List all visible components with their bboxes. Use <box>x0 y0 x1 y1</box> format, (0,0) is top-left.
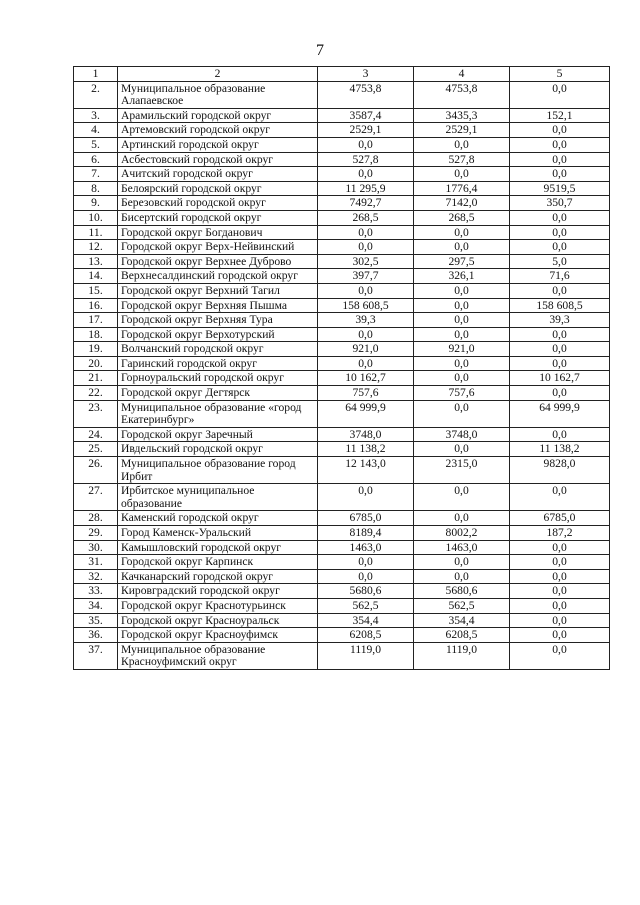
value-col4: 0,0 <box>414 356 510 371</box>
total-value: 2529,1 <box>318 123 414 138</box>
municipality-name: Бисертский городской округ <box>118 210 318 225</box>
value-col5: 0,0 <box>510 240 610 255</box>
total-value: 7492,7 <box>318 196 414 211</box>
row-number: 8. <box>74 181 118 196</box>
row-number: 13. <box>74 254 118 269</box>
value-col4: 1776,4 <box>414 181 510 196</box>
row-number: 3. <box>74 108 118 123</box>
total-value: 268,5 <box>318 210 414 225</box>
municipality-name: Городской округ Верхняя Тура <box>118 313 318 328</box>
total-value: 354,4 <box>318 613 414 628</box>
row-number: 16. <box>74 298 118 313</box>
total-value: 39,3 <box>318 313 414 328</box>
total-value: 3748,0 <box>318 427 414 442</box>
total-value: 1463,0 <box>318 540 414 555</box>
table-row <box>74 371 610 386</box>
municipality-name: Ачитский городской округ <box>118 167 318 182</box>
value-col5: 0,0 <box>510 342 610 357</box>
table-row <box>74 356 610 371</box>
municipality-name: Городской округ Богданович <box>118 225 318 240</box>
row-number: 22. <box>74 386 118 401</box>
total-value: 0,0 <box>318 356 414 371</box>
value-col4: 3435,3 <box>414 108 510 123</box>
row-number: 27. <box>74 484 118 511</box>
municipality-name: Городской округ Красноуральск <box>118 613 318 628</box>
municipality-name: Белоярский городской округ <box>118 181 318 196</box>
value-col4: 0,0 <box>414 484 510 511</box>
municipality-name: Город Каменск-Уральский <box>118 526 318 541</box>
value-col5: 64 999,9 <box>510 400 610 427</box>
total-value: 302,5 <box>318 254 414 269</box>
value-col5: 0,0 <box>510 137 610 152</box>
value-col4: 0,0 <box>414 569 510 584</box>
row-number: 30. <box>74 540 118 555</box>
header-cell-3: 3 <box>318 67 414 82</box>
value-col5: 0,0 <box>510 613 610 628</box>
table-row <box>74 584 610 599</box>
row-number: 35. <box>74 613 118 628</box>
table-row <box>74 386 610 401</box>
table-row <box>74 152 610 167</box>
municipality-name: Артинский городской округ <box>118 137 318 152</box>
municipality-name: Городской округ Верх-Нейвинский <box>118 240 318 255</box>
value-col5: 0,0 <box>510 152 610 167</box>
value-col5: 0,0 <box>510 81 610 108</box>
row-number: 34. <box>74 598 118 613</box>
value-col4: 0,0 <box>414 327 510 342</box>
total-value: 397,7 <box>318 269 414 284</box>
value-col5: 5,0 <box>510 254 610 269</box>
total-value: 0,0 <box>318 569 414 584</box>
value-col5: 0,0 <box>510 584 610 599</box>
table-row <box>74 442 610 457</box>
table-row <box>74 137 610 152</box>
row-number: 2. <box>74 81 118 108</box>
total-value: 11 295,9 <box>318 181 414 196</box>
header-cell-5: 5 <box>510 67 610 82</box>
value-col4: 0,0 <box>414 167 510 182</box>
row-number: 5. <box>74 137 118 152</box>
value-col5: 10 162,7 <box>510 371 610 386</box>
municipality-name: Ирбитское муниципальное образование <box>118 484 318 511</box>
value-col5: 0,0 <box>510 642 610 669</box>
municipality-name: Муниципальное образование «город Екатеринбург» <box>118 400 318 427</box>
value-col4: 326,1 <box>414 269 510 284</box>
row-number: 12. <box>74 240 118 255</box>
table-row <box>74 342 610 357</box>
value-col4: 0,0 <box>414 400 510 427</box>
value-col4: 2529,1 <box>414 123 510 138</box>
total-value: 0,0 <box>318 555 414 570</box>
value-col4: 0,0 <box>414 442 510 457</box>
header-row <box>74 67 610 82</box>
total-value: 0,0 <box>318 225 414 240</box>
value-col5: 71,6 <box>510 269 610 284</box>
municipality-name: Муниципальное образование город Ирбит <box>118 457 318 484</box>
municipality-name: Городской округ Заречный <box>118 427 318 442</box>
value-col5: 0,0 <box>510 386 610 401</box>
total-value: 8189,4 <box>318 526 414 541</box>
total-value: 0,0 <box>318 283 414 298</box>
row-number: 18. <box>74 327 118 342</box>
municipality-name: Горноуральский городской округ <box>118 371 318 386</box>
row-number: 14. <box>74 269 118 284</box>
table-row <box>74 254 610 269</box>
total-value: 64 999,9 <box>318 400 414 427</box>
value-col4: 921,0 <box>414 342 510 357</box>
total-value: 0,0 <box>318 327 414 342</box>
row-number: 31. <box>74 555 118 570</box>
municipality-name: Асбестовский городской округ <box>118 152 318 167</box>
value-col4: 8002,2 <box>414 526 510 541</box>
value-col5: 9519,5 <box>510 181 610 196</box>
value-col4: 0,0 <box>414 313 510 328</box>
municipality-name: Городской округ Верхотурский <box>118 327 318 342</box>
value-col4: 3748,0 <box>414 427 510 442</box>
value-col4: 0,0 <box>414 511 510 526</box>
table-row <box>74 457 610 484</box>
header-cell-4: 4 <box>414 67 510 82</box>
row-number: 25. <box>74 442 118 457</box>
row-number: 37. <box>74 642 118 669</box>
total-value: 921,0 <box>318 342 414 357</box>
value-col5: 158 608,5 <box>510 298 610 313</box>
table-row <box>74 484 610 511</box>
value-col4: 2315,0 <box>414 457 510 484</box>
total-value: 158 608,5 <box>318 298 414 313</box>
value-col4: 297,5 <box>414 254 510 269</box>
value-col5: 0,0 <box>510 123 610 138</box>
value-col5: 0,0 <box>510 210 610 225</box>
municipality-name: Городской округ Красноуфимск <box>118 628 318 643</box>
row-number: 29. <box>74 526 118 541</box>
value-col4: 0,0 <box>414 283 510 298</box>
total-value: 11 138,2 <box>318 442 414 457</box>
value-col5: 39,3 <box>510 313 610 328</box>
row-number: 32. <box>74 569 118 584</box>
table-row <box>74 526 610 541</box>
table-row <box>74 613 610 628</box>
row-number: 36. <box>74 628 118 643</box>
municipality-name: Ивдельский городской округ <box>118 442 318 457</box>
row-number: 21. <box>74 371 118 386</box>
table-row <box>74 298 610 313</box>
municipality-name: Городской округ Дегтярск <box>118 386 318 401</box>
value-col4: 0,0 <box>414 298 510 313</box>
table-row <box>74 327 610 342</box>
table-row <box>74 210 610 225</box>
municipality-name: Березовский городской округ <box>118 196 318 211</box>
municipality-name: Муниципальное образование Алапаевское <box>118 81 318 108</box>
value-col5: 11 138,2 <box>510 442 610 457</box>
value-col5: 0,0 <box>510 628 610 643</box>
total-value: 10 162,7 <box>318 371 414 386</box>
table-row <box>74 181 610 196</box>
row-number: 33. <box>74 584 118 599</box>
value-col4: 1119,0 <box>414 642 510 669</box>
value-col5: 0,0 <box>510 225 610 240</box>
table-row <box>74 196 610 211</box>
table-row <box>74 540 610 555</box>
value-col5: 0,0 <box>510 327 610 342</box>
table-row <box>74 313 610 328</box>
total-value: 0,0 <box>318 167 414 182</box>
table-row <box>74 569 610 584</box>
page-number: 7 <box>316 42 324 59</box>
total-value: 757,6 <box>318 386 414 401</box>
table-row <box>74 240 610 255</box>
municipality-name: Волчанский городской округ <box>118 342 318 357</box>
value-col5: 187,2 <box>510 526 610 541</box>
row-number: 26. <box>74 457 118 484</box>
value-col5: 0,0 <box>510 540 610 555</box>
value-col4: 562,5 <box>414 598 510 613</box>
value-col5: 6785,0 <box>510 511 610 526</box>
total-value: 0,0 <box>318 484 414 511</box>
table-row <box>74 511 610 526</box>
value-col5: 0,0 <box>510 484 610 511</box>
value-col5: 0,0 <box>510 598 610 613</box>
table-row <box>74 400 610 427</box>
row-number: 20. <box>74 356 118 371</box>
total-value: 562,5 <box>318 598 414 613</box>
value-col5: 0,0 <box>510 167 610 182</box>
total-value: 6785,0 <box>318 511 414 526</box>
value-col4: 0,0 <box>414 225 510 240</box>
table-row <box>74 123 610 138</box>
value-col5: 0,0 <box>510 569 610 584</box>
value-col4: 5680,6 <box>414 584 510 599</box>
table-row <box>74 628 610 643</box>
municipality-name: Гаринский городской округ <box>118 356 318 371</box>
row-number: 6. <box>74 152 118 167</box>
table-row <box>74 642 610 669</box>
row-number: 7. <box>74 167 118 182</box>
table-row <box>74 269 610 284</box>
table-row <box>74 81 610 108</box>
table-row <box>74 225 610 240</box>
value-col5: 0,0 <box>510 356 610 371</box>
row-number: 23. <box>74 400 118 427</box>
municipality-name: Городской округ Верхнее Дуброво <box>118 254 318 269</box>
total-value: 3587,4 <box>318 108 414 123</box>
row-number: 10. <box>74 210 118 225</box>
table-row <box>74 283 610 298</box>
row-number: 24. <box>74 427 118 442</box>
value-col5: 9828,0 <box>510 457 610 484</box>
value-col4: 0,0 <box>414 555 510 570</box>
municipality-name: Муниципальное образование Красноуфимский округ <box>118 642 318 669</box>
value-col4: 1463,0 <box>414 540 510 555</box>
row-number: 15. <box>74 283 118 298</box>
row-number: 19. <box>74 342 118 357</box>
value-col4: 0,0 <box>414 137 510 152</box>
table-row <box>74 598 610 613</box>
total-value: 527,8 <box>318 152 414 167</box>
value-col5: 152,1 <box>510 108 610 123</box>
value-col4: 4753,8 <box>414 81 510 108</box>
value-col4: 0,0 <box>414 240 510 255</box>
municipality-name: Качканарский городской округ <box>118 569 318 584</box>
municipality-name: Городской округ Краснотурьинск <box>118 598 318 613</box>
total-value: 6208,5 <box>318 628 414 643</box>
value-col4: 6208,5 <box>414 628 510 643</box>
table-row <box>74 167 610 182</box>
value-col5: 0,0 <box>510 555 610 570</box>
value-col5: 0,0 <box>510 427 610 442</box>
table-row <box>74 108 610 123</box>
row-number: 9. <box>74 196 118 211</box>
header-cell-1: 1 <box>74 67 118 82</box>
value-col4: 268,5 <box>414 210 510 225</box>
value-col5: 350,7 <box>510 196 610 211</box>
header-cell-2: 2 <box>118 67 318 82</box>
total-value: 4753,8 <box>318 81 414 108</box>
municipality-name: Городской округ Карпинск <box>118 555 318 570</box>
municipality-name: Верхнесалдинский городской округ <box>118 269 318 284</box>
total-value: 0,0 <box>318 240 414 255</box>
table-row <box>74 427 610 442</box>
table-row <box>74 555 610 570</box>
municipality-name: Артемовский городской округ <box>118 123 318 138</box>
total-value: 1119,0 <box>318 642 414 669</box>
municipality-name: Городской округ Верхняя Пышма <box>118 298 318 313</box>
value-col4: 7142,0 <box>414 196 510 211</box>
value-col4: 0,0 <box>414 371 510 386</box>
municipality-name: Арамильский городской округ <box>118 108 318 123</box>
value-col5: 0,0 <box>510 283 610 298</box>
total-value: 0,0 <box>318 137 414 152</box>
row-number: 17. <box>74 313 118 328</box>
value-col4: 527,8 <box>414 152 510 167</box>
total-value: 12 143,0 <box>318 457 414 484</box>
row-number: 4. <box>74 123 118 138</box>
row-number: 11. <box>74 225 118 240</box>
municipality-name: Камышловский городской округ <box>118 540 318 555</box>
budget-table <box>73 66 610 670</box>
value-col4: 354,4 <box>414 613 510 628</box>
municipality-name: Кировградский городской округ <box>118 584 318 599</box>
value-col4: 757,6 <box>414 386 510 401</box>
municipality-name: Каменский городской округ <box>118 511 318 526</box>
row-number: 28. <box>74 511 118 526</box>
municipality-name: Городской округ Верхний Тагил <box>118 283 318 298</box>
total-value: 5680,6 <box>318 584 414 599</box>
